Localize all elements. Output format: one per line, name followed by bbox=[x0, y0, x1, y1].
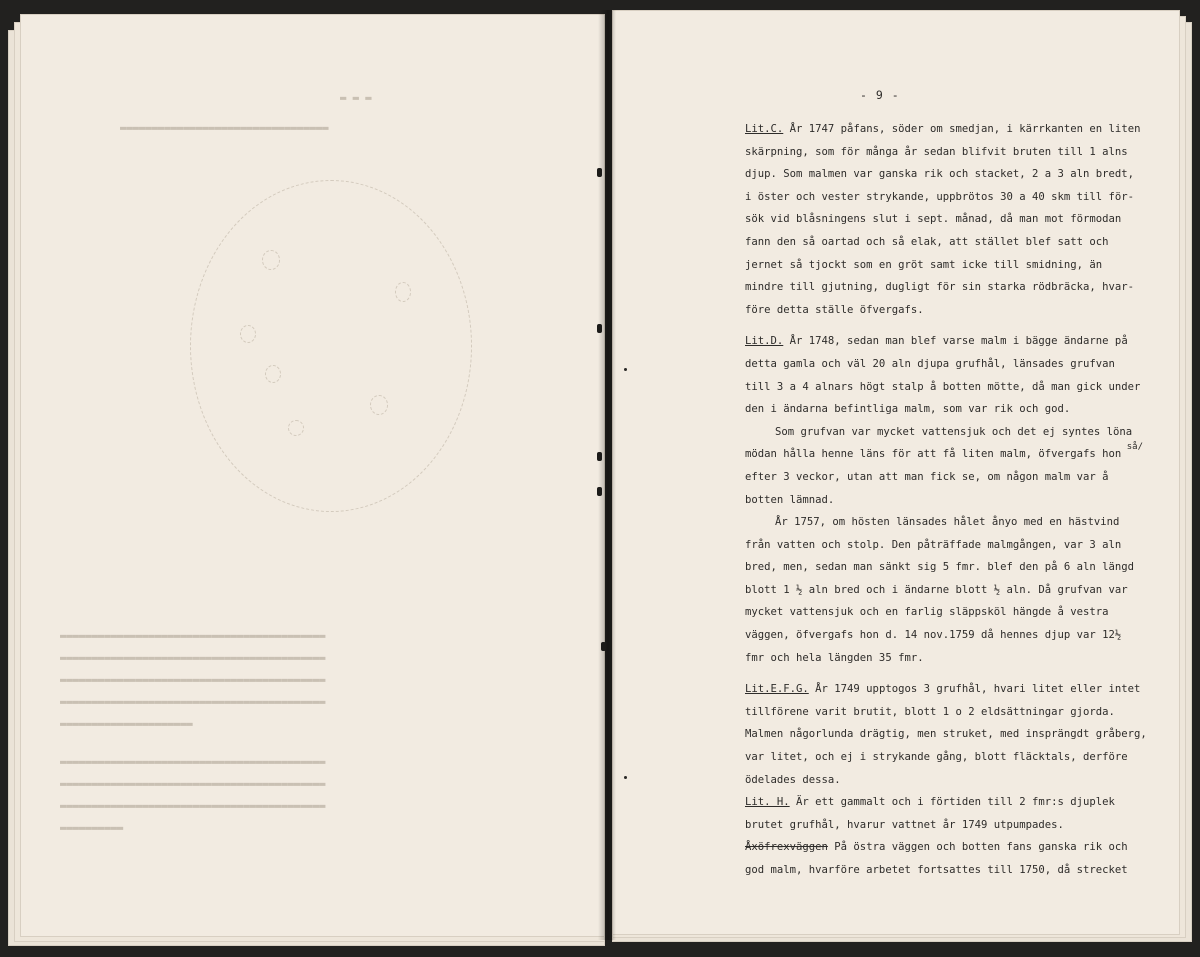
handwritten-insertion: så/ bbox=[1121, 442, 1143, 453]
text-run: tillförene varit brutit, blott 1 o 2 eldsättningar gjorda. bbox=[745, 705, 1115, 718]
text-run: mycket vattensjuk och en farlig släppsköl hängde å vestra bbox=[745, 606, 1109, 619]
text-line bbox=[745, 489, 1155, 512]
text-run: detta gamla och väl 20 aln djupa grufhål, länsades grufvan bbox=[745, 357, 1115, 370]
text-line bbox=[745, 254, 1155, 277]
text-run: i öster och vester strykande, uppbrötos 30 a 40 skm till för- bbox=[745, 190, 1135, 203]
section-label: Lit.D. bbox=[745, 335, 784, 348]
text-run: mindre till gjutning, dugligt för sin starka rödbräcka, hvar- bbox=[745, 281, 1135, 294]
text-line bbox=[745, 208, 1155, 231]
text-line bbox=[745, 723, 1155, 746]
text-line bbox=[745, 701, 1155, 724]
binding-hole bbox=[601, 642, 606, 651]
text-run: mödan hålla henne läns för att få liten malm, öfvergafs hon bbox=[745, 448, 1122, 461]
text-line bbox=[745, 118, 1155, 141]
text-run: År 1747 påfans, söder om smedjan, i kärrkanten en liten bbox=[783, 123, 1141, 135]
text-run: blott 1 ½ aln bred och i ändarne blott ½ aln. Då grufvan var bbox=[745, 583, 1128, 596]
text-line bbox=[745, 353, 1155, 376]
text-run: fann den så oartad och så elak, att stället blef satt och bbox=[745, 235, 1109, 248]
text-run: År 1749 upptogos 3 grufhål, hvari litet eller intet bbox=[808, 683, 1141, 696]
text-run: väggen, öfvergafs hon d. 14 nov.1759 då hennes djup var 12½ bbox=[745, 629, 1122, 642]
text-run: bred, men, sedan man sänkt sig 5 fmr. blef den på 6 aln längd bbox=[745, 561, 1135, 574]
text-run: den i ändarna befintliga malm, som var rik och god. bbox=[745, 403, 1071, 416]
text-line bbox=[745, 398, 1155, 421]
text-line bbox=[745, 276, 1155, 299]
paragraph bbox=[745, 678, 1155, 791]
binding-hole bbox=[597, 487, 602, 496]
text-run: Som grufvan var mycket vattensjuk och det ej syntes löna bbox=[775, 425, 1133, 438]
paragraph-gap bbox=[745, 321, 1155, 330]
struck-text: Åxöfrexväggen bbox=[745, 841, 828, 854]
text-run: skärpning, som för många år sedan blifvit bruten till 1 alns bbox=[745, 145, 1128, 158]
text-line bbox=[745, 330, 1155, 353]
text-run: Är ett gammalt och i förtiden till 2 fmr:s djuplek bbox=[789, 796, 1115, 809]
text-line bbox=[745, 163, 1155, 186]
paragraph-gap bbox=[745, 669, 1155, 678]
text-line bbox=[745, 231, 1155, 254]
section-label: Lit.C. bbox=[745, 123, 784, 135]
text-run: Malmen någorlunda drägtig, men struket, med insprängdt gråberg, bbox=[745, 728, 1147, 741]
text-line bbox=[745, 624, 1155, 647]
text-line bbox=[745, 836, 1155, 859]
text-run: År 1757, om hösten länsades hålet ånyo med en hästvind bbox=[775, 516, 1120, 529]
text-line bbox=[745, 511, 1155, 534]
text-line bbox=[745, 814, 1155, 837]
binding-hole bbox=[597, 452, 602, 461]
text-line bbox=[745, 421, 1155, 444]
text-line bbox=[745, 376, 1155, 399]
text-run: jernet så tjockt som en gröt samt icke till smidning, än bbox=[745, 258, 1103, 271]
section-label: Lit.E.F.G. bbox=[745, 683, 809, 696]
text-line bbox=[745, 791, 1155, 814]
document-body bbox=[745, 118, 1155, 882]
text-run: sök vid blåsningens slut i sept. månad, då man mot förmodan bbox=[745, 213, 1122, 226]
text-run: År 1748, sedan man blef varse malm i bägge ändarne på bbox=[783, 335, 1128, 348]
text-run: brutet grufhål, hvarur vattnet år 1749 utpumpades. bbox=[745, 818, 1064, 831]
text-line bbox=[745, 534, 1155, 557]
text-line bbox=[745, 647, 1155, 670]
text-run: god malm, hvarföre arbetet fortsattes till 1750, då strecket bbox=[745, 864, 1128, 876]
text-run: från vatten och stolp. Den påträffade malmgången, var 3 aln bbox=[745, 538, 1122, 551]
section-label: Lit. H. bbox=[745, 796, 790, 809]
margin-dot bbox=[624, 776, 627, 779]
margin-dot bbox=[624, 368, 627, 371]
text-line bbox=[745, 186, 1155, 209]
page-number: - 9 - bbox=[860, 88, 900, 102]
text-line bbox=[745, 579, 1155, 602]
text-run: På östra väggen och botten fans ganska rik och bbox=[827, 841, 1128, 854]
text-line bbox=[745, 466, 1155, 489]
text-line bbox=[745, 556, 1155, 579]
text-run: till 3 a 4 alnars högt stalp å botten mötte, då man gick under bbox=[745, 380, 1141, 393]
text-run: var litet, och ej i strykande gång, blott fläcktals, derföre bbox=[745, 751, 1128, 764]
text-run: ödelades dessa. bbox=[745, 773, 841, 786]
text-line bbox=[745, 769, 1155, 792]
paragraph bbox=[745, 330, 1155, 669]
text-run: botten lämnad. bbox=[745, 493, 835, 506]
text-line bbox=[745, 601, 1155, 624]
text-line bbox=[745, 141, 1155, 164]
text-run: fmr och hela längden 35 fmr. bbox=[745, 651, 924, 664]
text-line bbox=[745, 746, 1155, 769]
text-run: före detta ställe öfvergafs. bbox=[745, 303, 924, 316]
binding-hole bbox=[597, 168, 602, 177]
text-line bbox=[745, 443, 1155, 466]
text-line bbox=[745, 299, 1155, 322]
text-run: efter 3 veckor, utan att man fick se, om någon malm var å bbox=[745, 470, 1109, 483]
text-line bbox=[745, 678, 1155, 701]
book-spine bbox=[598, 10, 616, 940]
paragraph bbox=[745, 791, 1155, 881]
text-line bbox=[745, 859, 1155, 882]
paragraph bbox=[745, 118, 1155, 321]
text-run: djup. Som malmen var ganska rik och stacket, 2 a 3 aln bredt, bbox=[745, 168, 1135, 181]
binding-hole bbox=[597, 324, 602, 333]
